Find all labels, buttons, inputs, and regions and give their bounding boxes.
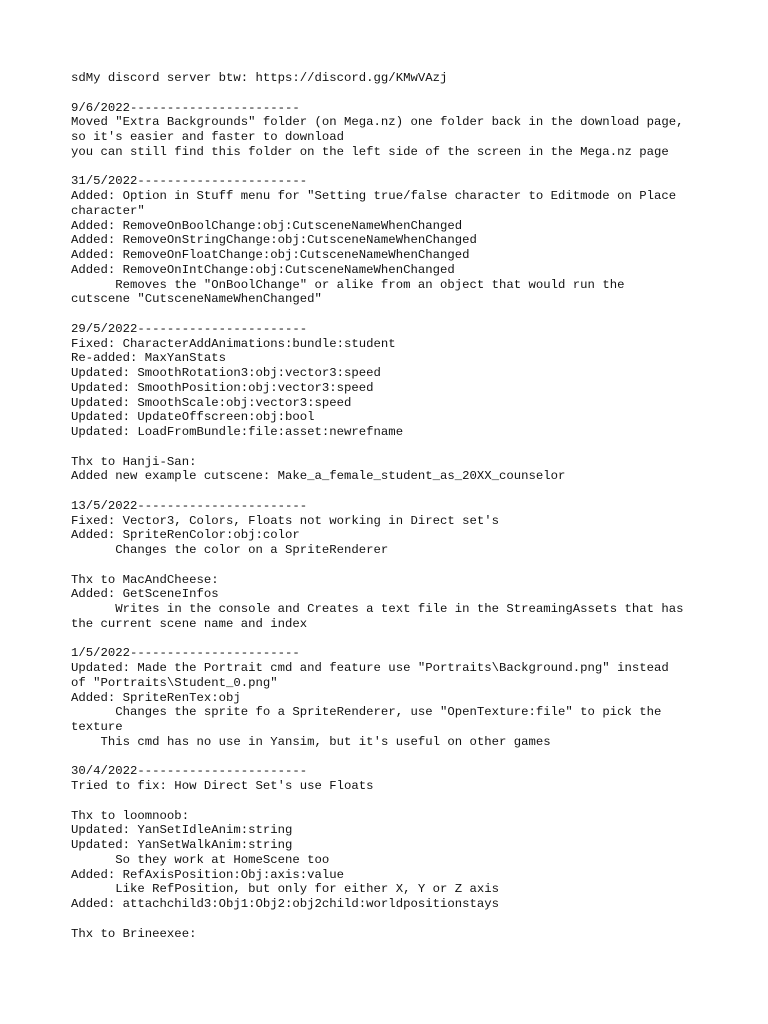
- blank-line: [71, 794, 751, 809]
- text-line: 13/5/2022-----------------------: [71, 498, 308, 513]
- text-line: Updated: SmoothRotation3:obj:vector3:speed: [71, 366, 381, 380]
- text-line: Updated: YanSetIdleAnim:string: [71, 823, 293, 838]
- text-line: you can still find this folder on the left side of the screen in the Mega.nz page: [71, 144, 669, 159]
- blank-line: [71, 632, 751, 647]
- text-line: Added: RemoveOnIntChange:obj:CutsceneNameWhenChanged: [71, 262, 455, 277]
- text-line: Added new example cutscene: Make_a_female_student_as_20XX_counselor: [71, 469, 566, 484]
- text-line: Like RefPosition, but only for either X, Y or Z axis: [71, 882, 500, 897]
- text-line: Added: RemoveOnBoolChange:obj:CutsceneNameWhenChanged: [71, 218, 463, 233]
- text-line: sdMy discord server btw: https://discord.gg/KMwVAzj: [71, 71, 448, 85]
- text-line: Writes in the console and Creates a text file in the StreamingAssets that has: [71, 602, 684, 616]
- text-line: Updated: YanSetWalkAnim:string: [71, 838, 293, 852]
- changelog-document: [71, 71, 751, 941]
- blank-line: [71, 750, 751, 765]
- text-line: Thx to MacAndCheese:: [71, 572, 219, 587]
- text-line: Removes the "OnBoolChange" or alike from an object that would run the: [71, 277, 625, 292]
- text-line: texture: [71, 720, 123, 734]
- blank-line: [71, 86, 751, 101]
- text-line: Moved "Extra Backgrounds" folder (on Mega.nz) one folder back in the download page,: [71, 115, 684, 130]
- text-line: Fixed: CharacterAddAnimations:bundle:student: [71, 336, 396, 351]
- text-line: 30/4/2022-----------------------: [71, 764, 308, 779]
- text-line: Added: Option in Stuff menu for "Setting true/false character to Editmode on Place: [71, 189, 677, 203]
- text-line: Added: SpriteRenColor:obj:color: [71, 528, 300, 543]
- text-line: Added: GetSceneInfos: [71, 587, 219, 602]
- text-line: character": [71, 203, 145, 218]
- text-line: Added: RemoveOnStringChange:obj:CutsceneNameWhenChanged: [71, 233, 477, 248]
- text-line: Updated: LoadFromBundle:file:asset:newrefname: [71, 425, 404, 439]
- blank-line: [71, 160, 751, 175]
- text-line: so it's easier and faster to download: [71, 130, 345, 144]
- text-line: Thx to Hanji-San:: [71, 454, 197, 469]
- text-line: Changes the color on a SpriteRenderer: [71, 543, 389, 557]
- text-line: Added: SpriteRenTex:obj: [71, 690, 241, 705]
- text-line: 31/5/2022-----------------------: [71, 174, 308, 189]
- blank-line: [71, 307, 751, 322]
- blank-line: [71, 912, 751, 927]
- text-line: 9/6/2022-----------------------: [71, 100, 300, 115]
- text-line: Updated: SmoothPosition:obj:vector3:speed: [71, 380, 374, 395]
- text-line: Thx to loomnoob:: [71, 808, 190, 823]
- text-line: Updated: SmoothScale:obj:vector3:speed: [71, 395, 352, 410]
- blank-line: [71, 558, 751, 573]
- text-line: Updated: Made the Portrait cmd and feature use "Portraits\Background.png" instead: [71, 661, 669, 675]
- text-line: Re-added: MaxYanStats: [71, 351, 226, 366]
- text-line: cutscene "CutsceneNameWhenChanged": [71, 292, 322, 307]
- text-line: 1/5/2022-----------------------: [71, 646, 300, 661]
- text-line: Added: RemoveOnFloatChange:obj:CutsceneNameWhenChanged: [71, 248, 470, 262]
- text-line: Updated: UpdateOffscreen:obj:bool: [71, 410, 315, 425]
- text-line: Added: RefAxisPosition:Obj:axis:value: [71, 867, 345, 882]
- blank-line: [71, 484, 751, 499]
- text-line: Added: attachchild3:Obj1:Obj2:obj2child:worldpositionstays: [71, 897, 500, 911]
- text-line: Thx to Brineexee:: [71, 926, 197, 941]
- text-line: Changes the sprite fo a SpriteRenderer, use "OpenTexture:file" to pick the: [71, 705, 662, 720]
- text-line: 29/5/2022-----------------------: [71, 321, 308, 336]
- text-line: Tried to fix: How Direct Set's use Floats: [71, 779, 374, 793]
- text-line: This cmd has no use in Yansim, but it's useful on other games: [71, 734, 551, 749]
- text-line: the current scene name and index: [71, 616, 308, 631]
- blank-line: [71, 440, 751, 455]
- text-line: of "Portraits\Student_0.png": [71, 675, 278, 690]
- text-line: So they work at HomeScene too: [71, 852, 330, 867]
- text-line: Fixed: Vector3, Colors, Floats not working in Direct set's: [71, 513, 500, 528]
